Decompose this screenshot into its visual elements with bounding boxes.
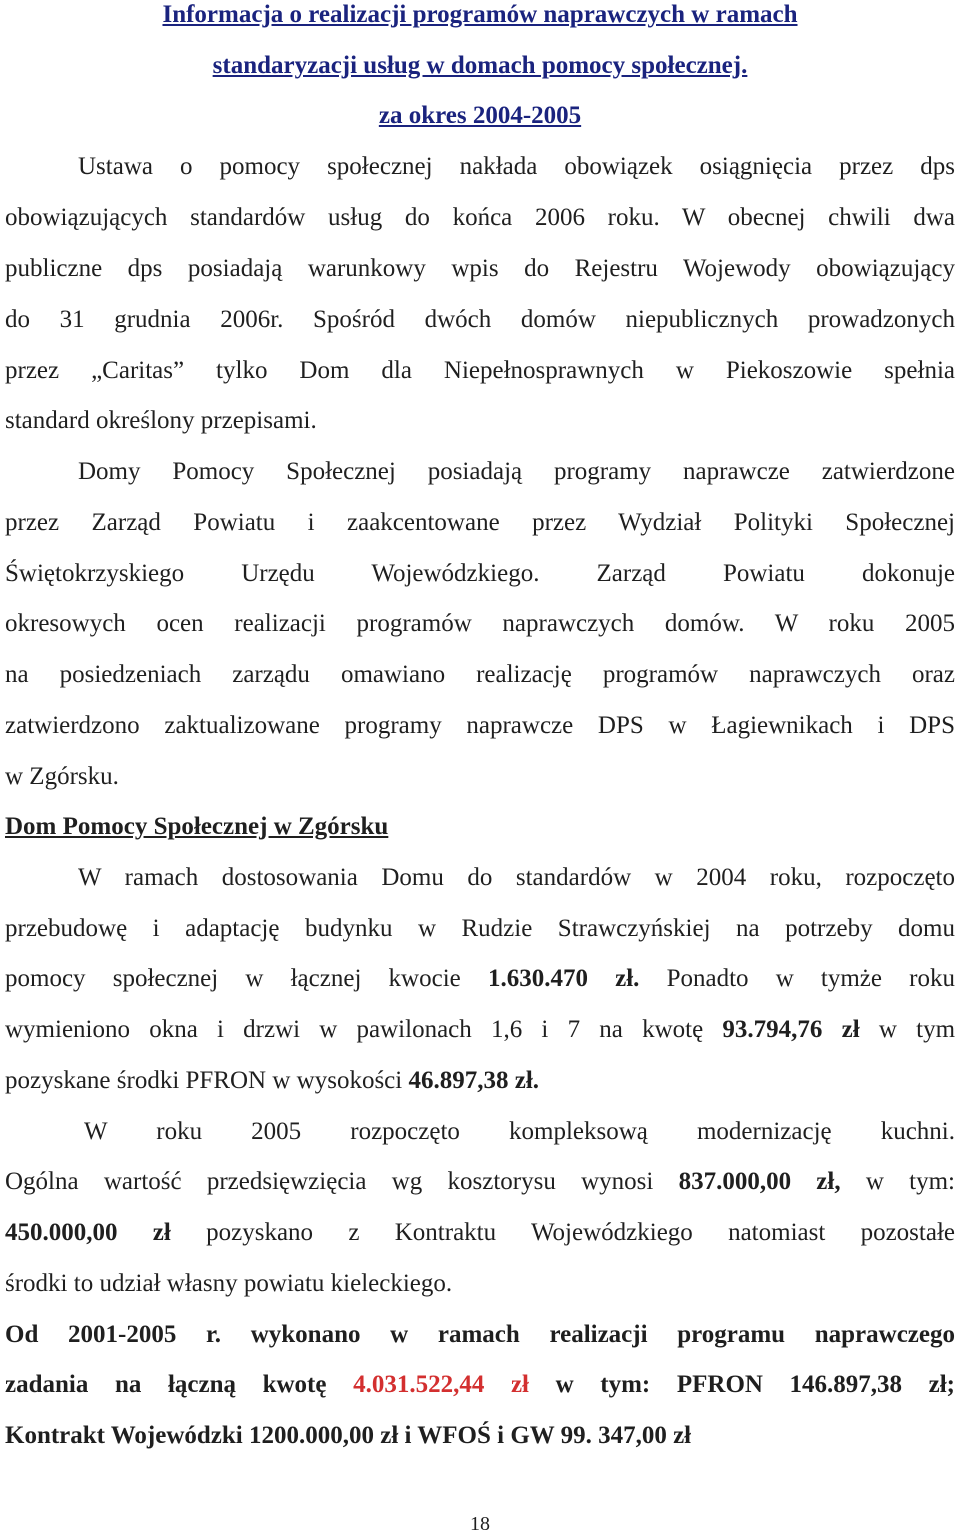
paragraph-5-line: Kontrakt Wojewódzki 1200.000,00 zł i WFOŚ i GW 99. 347,00 zł [5, 1422, 692, 1449]
paragraph-3-line: pomocy społecznej w łącznej kwocie 1.630.470 zł. Ponadto w tymże roku [5, 965, 955, 992]
paragraph-1-line: standard określony przepisami. [5, 407, 317, 434]
paragraph-4-line: środki to udział własny powiatu kieleckiego. [5, 1270, 453, 1297]
paragraph-4-line: 450.000,00 zł pozyskano z Kontraktu Wojewódzkiego natomiast pozostałe [5, 1219, 955, 1246]
document-title-line-1: Informacja o realizacji programów naprawczych w ramach [162, 1, 798, 28]
paragraph-3-line: pozyskane środki PFRON w wysokości 46.897,38 zł. [5, 1067, 540, 1094]
paragraph-5-line: Od 2001-2005 r. wykonano w ramach realizacji programu naprawczego [5, 1321, 955, 1348]
paragraph-2-line: okresowych ocen realizacji programów naprawczych domów. W roku 2005 [5, 610, 955, 637]
paragraph-2-line: Domy Pomocy Społecznej posiadają programy naprawcze zatwierdzone [78, 458, 955, 485]
paragraph-1-line: Ustawa o pomocy społecznej nakłada obowiązek osiągnięcia przez dps [78, 153, 955, 180]
paragraph-1-line: obowiązujących standardów usług do końca 2006 roku. W obecnej chwili dwa [5, 204, 955, 231]
paragraph-4-line: W roku 2005 rozpoczęto kompleksową modernizację kuchni. [84, 1118, 955, 1145]
paragraph-1-line: publiczne dps posiadają warunkowy wpis do Rejestru Wojewody obowiązujący [5, 255, 955, 282]
paragraph-3-line: W ramach dostosowania Domu do standardów w 2004 roku, rozpoczęto [78, 864, 955, 891]
amount-windows: 93.794,76 zł [722, 1016, 860, 1043]
section-heading: Dom Pomocy Społecznej w Zgórsku [5, 813, 389, 840]
paragraph-2-line: przez Zarząd Powiatu i zaakcentowane przez Wydział Polityki Społecznej [5, 509, 955, 536]
amount-pfron: 46.897,38 zł. [408, 1067, 540, 1094]
amount-total: 1.630.470 zł. [487, 965, 640, 992]
paragraph-4-line: Ogólna wartość przedsięwzięcia wg kosztorysu wynosi 837.000,00 zł, w tym: [5, 1168, 955, 1195]
paragraph-3-line: wymieniono okna i drzwi w pawilonach 1,6 i 7 na kwotę 93.794,76 zł w tym [5, 1016, 956, 1043]
amount-contract: 450.000,00 zł [5, 1219, 171, 1246]
paragraph-1-line: do 31 grudnia 2006r. Spośród dwóch domów niepublicznych prowadzonych [5, 306, 955, 333]
paragraph-2-line: Świętokrzyskiego Urzędu Wojewódzkiego. Zarząd Powiatu dokonuje [5, 560, 955, 587]
amount-kitchen-total: 837.000,00 zł, [678, 1168, 841, 1195]
page-number: 18 [470, 1513, 490, 1535]
document-title-line-3: za okres 2004-2005 [378, 102, 582, 129]
paragraph-2-line: w Zgórsku. [5, 763, 119, 790]
paragraph-1-line: przez „Caritas” tylko Dom dla Niepełnosprawnych w Piekoszowie spełnia [5, 357, 955, 384]
paragraph-3-line: przebudowę i adaptację budynku w Rudzie Strawczyńskiej na potrzeby domu [5, 915, 955, 942]
paragraph-2-line: zatwierdzono zaktualizowane programy naprawcze DPS w Łagiewnikach i DPS [5, 712, 955, 739]
amount-highlight: 4.031.522,44 zł [353, 1371, 529, 1398]
paragraph-2-line: na posiedzeniach zarządu omawiano realizację programów naprawczych oraz [5, 661, 955, 688]
paragraph-5-line: zadania na łączną kwotę 4.031.522,44 zł w tym: PFRON 146.897,38 zł; [5, 1371, 956, 1398]
document-title-line-2: standaryzacji usług w domach pomocy społecznej. [212, 52, 748, 79]
